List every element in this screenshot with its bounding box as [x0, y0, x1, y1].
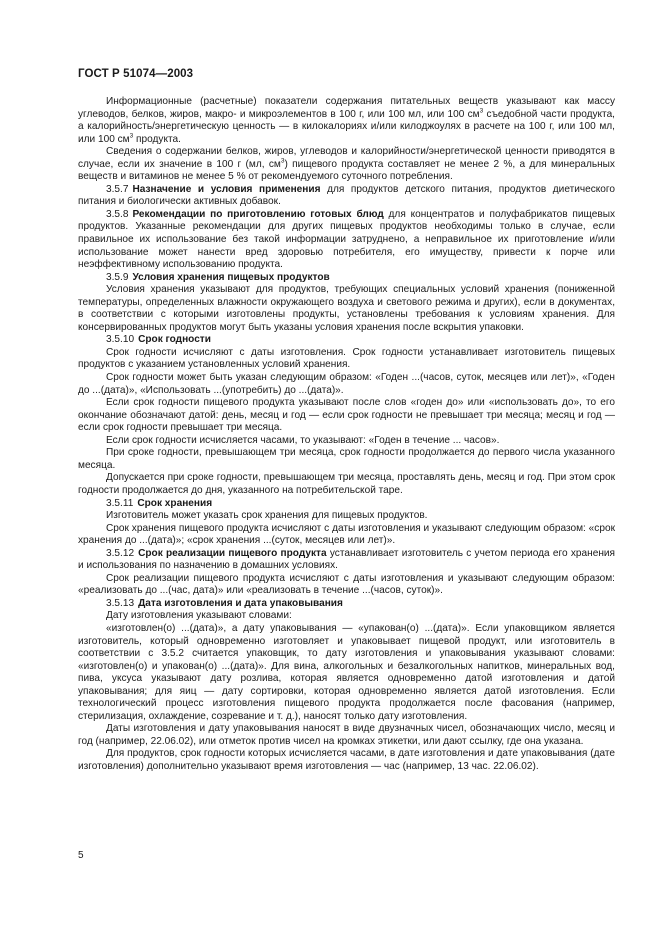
paragraph: Условия хранения указывают для продуктов, требующих специальных условий хранения (пониженной температуры, определенных влажности окружающего воздуха и светового режима и других), если в документах, в соответствии с которыми изготовлены продукты, установлены требования к условиям хранения. Для консервированных продуктов могут быть указаны условия хранения после вскрытия упаковки. — [78, 284, 615, 333]
paragraph-nutrition-values: Информационные (расчетные) показатели содержания питательных веществ указывают как массу углеводов, белков, жиров, макро- и микроэлементов в 100 г, или 100 мл, или 100 $см^3$ съедобной части продукта, а калорийность/энергетическую ценность — в килокалориях и/или килоджоулях в расчете на 100 г, или 100 мл, или 100 $см^3$ продукта. — [78, 96, 615, 145]
paragraph: Дату изготовления указывают словами: — [106, 610, 292, 622]
paragraph: При сроке годности, превышающем три месяца, срок годности продолжается до первого числа указанного месяца. — [78, 447, 615, 471]
paragraph: Для продуктов, срок годности которых исчисляется часами, в дате изготовления и дате упаковывания (дате изготовления) дополнительно указывают время изготовления — час (например, 13 час. 22.06.02). — [78, 748, 615, 772]
paragraph: Изготовитель может указать срок хранения для пищевых продуктов. — [106, 510, 428, 522]
page-number: 5 — [78, 850, 84, 861]
document-header: ГОСТ Р 51074—2003 — [78, 68, 194, 80]
section-3-5-9: 3.5.9 Условия хранения пищевых продуктов — [106, 271, 330, 283]
section-heading: Дата изготовления и дата упаковывания — [138, 597, 343, 609]
paragraph: Срок хранения пищевого продукта исчисляют с даты изготовления и указывают следующим образом: «срок хранения до ...(дата)»; «срок хранения ...(суток, месяцев или лет)». — [78, 522, 615, 547]
paragraph: Допускается при сроке годности, превышающем три месяца, проставлять день, месяц и год. При этом срок годности продолжается до дня, указанного на потребительской таре. — [78, 472, 615, 496]
section-heading: Срок реализации пищевого продукта — [138, 547, 327, 559]
section-heading: Назначение и условия применения — [132, 183, 321, 195]
document-body — [78, 96, 615, 774]
paragraph: Даты изготовления и дату упаковывания наносят в виде двузначных чисел, обозначающих число, месяц и год (например, 22.06.02), или отметок против чисел на кромках этикетки, или дают ссылку, где она указана. — [78, 723, 615, 747]
section-3-5-8: 3.5.8 Рекомендации по приготовлению готовых блюд для концентратов и полуфабрикатов пищевых продуктов. Указанные рекомендации для других пищевых продуктов необходимы только в случае, если правильное их использование без такой информации затруднено, а неправильное их приготовление и/или использование может нанести вред здоровью потребителя, его имуществу, привести к порче или неэффективному использованию продукта. — [78, 208, 615, 271]
paragraph: «изготовлен(о) ...(дата)», а дату упаковывания — «упакован(о) ...(дата)». Если упаковщиком является изготовитель, который одновременно изготовляет и упаковывает пищевой продукт, или изготовитель в соответствии с 3.5.2 считается упаковщик, то дату изготовления и упаковывания указывают словами: «изготовлен(о) и упакован(о) ...(дата)». Для вина, алкогольных и безалкогольных напитков, минеральных вод, пива, уксуса указывают дату розлива, которая является одновременно датой изготовления и датой упаковывания; для яиц — дату сортировки, которая одновременно является датой изготовления. Если технологический процесс изготовления пищевого продукта продолжается после фасования (например, стерилизация, охлаждение, созревание и т. д.), наносят только дату изготовления. — [78, 622, 615, 722]
section-3-5-12: 3.5.12 Срок реализации пищевого продукта устанавливает изготовитель с учетом периода его хранения и использования по назначению в домашних условиях. — [78, 547, 615, 572]
section-3-5-10: 3.5.10 Срок годности — [106, 334, 211, 346]
section-3-5-7: 3.5.7 Назначение и условия применения для продуктов детского питания, продуктов диетического питания и биологически активных добавок. — [78, 183, 615, 208]
section-heading: Срок годности — [138, 334, 211, 346]
section-heading: Условия хранения пищевых продуктов — [132, 271, 330, 283]
paragraph: Если срок годности исчисляется часами, то указывают: «Годен в течение ... часов». — [106, 434, 500, 446]
paragraph: Срок годности исчисляют с даты изготовления. Срок годности устанавливает изготовитель пищевых продуктов с указанием установленных условий хранения. — [78, 346, 615, 371]
section-heading: Рекомендации по приготовлению готовых блюд — [132, 208, 384, 220]
section-3-5-13: 3.5.13 Дата изготовления и дата упаковывания — [106, 597, 343, 609]
paragraph: Срок годности может быть указан следующим образом: «Годен ...(часов, суток, месяцев или лет)», «Годен до ...(дата)», «Использовать ...(употребить) до ...(дата)». — [78, 372, 615, 396]
paragraph: Если срок годности пищевого продукта указывают после слов «годен до» или «использовать до», то его окончание обозначают датой: день, месяц и год — если срок годности не превышает три месяца; месяц и год — если срок годности превышает три месяца. — [78, 397, 615, 434]
paragraph: Срок реализации пищевого продукта исчисляют с даты изготовления и указывают следующим образом: «реализовать до ...(час, дата)» или «реализовать в течение ...(часов, суток)». — [78, 572, 615, 597]
paragraph-nutrition-threshold: Сведения о содержании белков, жиров, углеводов и калорийности/энергетической ценности приводятся в случае, если их значение в 100 г (мл, $см^3$) пищевого продукта составляет не менее 2 %, а для минеральных веществ и витаминов не менее 5 % от рекомендуемого суточного потребления. — [78, 146, 615, 183]
section-heading: Срок хранения — [137, 497, 213, 509]
section-3-5-11: 3.5.11 Срок хранения — [106, 497, 213, 509]
